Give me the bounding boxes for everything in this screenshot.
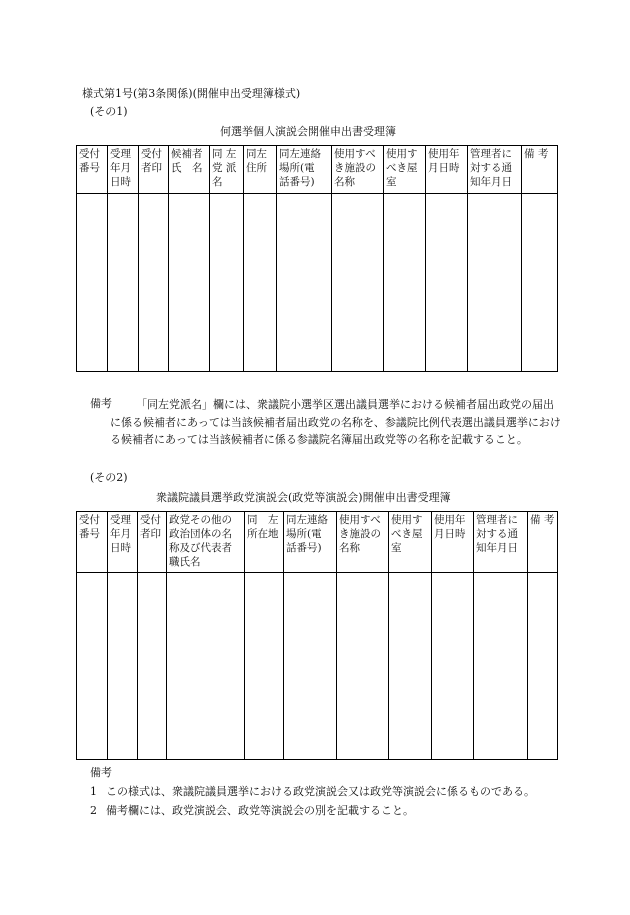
table1-header-cell: 同左 住所 (244, 146, 277, 194)
table1-cell (426, 194, 468, 372)
table2-cell (432, 573, 474, 760)
table1-header-cell: 使用す べき屋 室 (384, 146, 426, 194)
table1-cell (77, 194, 108, 372)
table2-cell (528, 573, 558, 760)
table2-cell (389, 573, 432, 760)
note2-item-number: 1 (90, 785, 97, 798)
table1-header-row (77, 146, 558, 194)
table2-cell (77, 573, 108, 760)
table1-cell (277, 194, 332, 372)
table1-cell (210, 194, 244, 372)
note2-item-text: 備考欄には、政党演説会、政党等演説会の別を記載すること。 (106, 804, 414, 817)
table1-body-row (77, 194, 558, 372)
table2-cell (138, 573, 167, 760)
note1-label: 備考 (90, 397, 112, 410)
table2-header-cell: 同 左 所在地 (245, 512, 284, 573)
table1-header-cell: 受付 者印 (139, 146, 169, 194)
table2-header-cell: 使用年 月日時 (432, 512, 474, 573)
table2-title: 衆議院議員選挙政党演説会(政党等演説会)開催申出書受理簿 (156, 491, 451, 504)
table1-header-cell: 同 左 党 派 名 (210, 146, 244, 194)
table1-cell (522, 194, 558, 372)
table2-body-row (77, 573, 558, 760)
table1-header-cell: 使用年 月日時 (426, 146, 468, 194)
table2-header-cell: 使用す べき屋 室 (389, 512, 432, 573)
note2-item-number: 2 (90, 804, 97, 817)
note2-label: 備考 (90, 766, 112, 779)
table1-header-cell: 管理者に 対する通 知年月日 (468, 146, 522, 194)
table2-header-cell: 使用すべ き施設の 名称 (337, 512, 389, 573)
table2-header-cell: 同左連絡 場所(電 話番号) (284, 512, 337, 573)
table2-header-cell: 受理 年月 日時 (108, 512, 138, 573)
table2-cell (245, 573, 284, 760)
part2-label: (その2) (90, 471, 128, 484)
table1-cell (108, 194, 139, 372)
table2-cell (474, 573, 528, 760)
table1-header-cell: 受付 番号 (77, 146, 108, 194)
table2-header-cell: 政党その他の 政治団体の名 称及び代表者 職氏名 (167, 512, 245, 573)
table2-header-cell: 受付 番号 (77, 512, 108, 573)
table1-cell (244, 194, 277, 372)
note2-item-text: この様式は、衆議院議員選挙における政党演説会又は政党等演説会に係るものである。 (106, 785, 535, 798)
table2 (76, 511, 558, 760)
table1-header-cell: 備 考 (522, 146, 558, 194)
part1-label: (その1) (90, 105, 128, 118)
table2-header-row (77, 512, 558, 573)
table1-header-cell: 受理 年月 日時 (108, 146, 139, 194)
table2-cell (284, 573, 337, 760)
table1-header-cell: 同左連絡 場所(電 話番号) (277, 146, 332, 194)
table1-cell (169, 194, 210, 372)
note1-text: 「同左党派名」欄には、衆議院小選挙区選出議員選挙における候補者届出政党の届出に係る候補者にあっては当該候補者届出政党の名称を、参議院比例代表選出議員選挙における候補者にあっては当該候補者に係る参議院名簿届出政党等の名称を記載すること。 (110, 398, 561, 446)
table1 (76, 145, 558, 372)
form-title: 様式第1号(第3条関係)(開催申出受理簿様式) (82, 87, 301, 100)
table1-cell (139, 194, 169, 372)
table1-title: 何選挙個人演説会開催申出書受理簿 (220, 125, 396, 138)
table1-header-cell: 使用すべ き施設の 名称 (332, 146, 384, 194)
table2-header-cell: 受付 者印 (138, 512, 167, 573)
table2-cell (167, 573, 245, 760)
table2-header-cell: 管理者に 対する通 知年月日 (474, 512, 528, 573)
table1-header-cell: 候補者 氏 名 (169, 146, 210, 194)
table2-cell (337, 573, 389, 760)
table1-cell (468, 194, 522, 372)
table1-cell (332, 194, 384, 372)
table2-cell (108, 573, 138, 760)
table2-header-cell: 備 考 (528, 512, 558, 573)
table1-cell (384, 194, 426, 372)
